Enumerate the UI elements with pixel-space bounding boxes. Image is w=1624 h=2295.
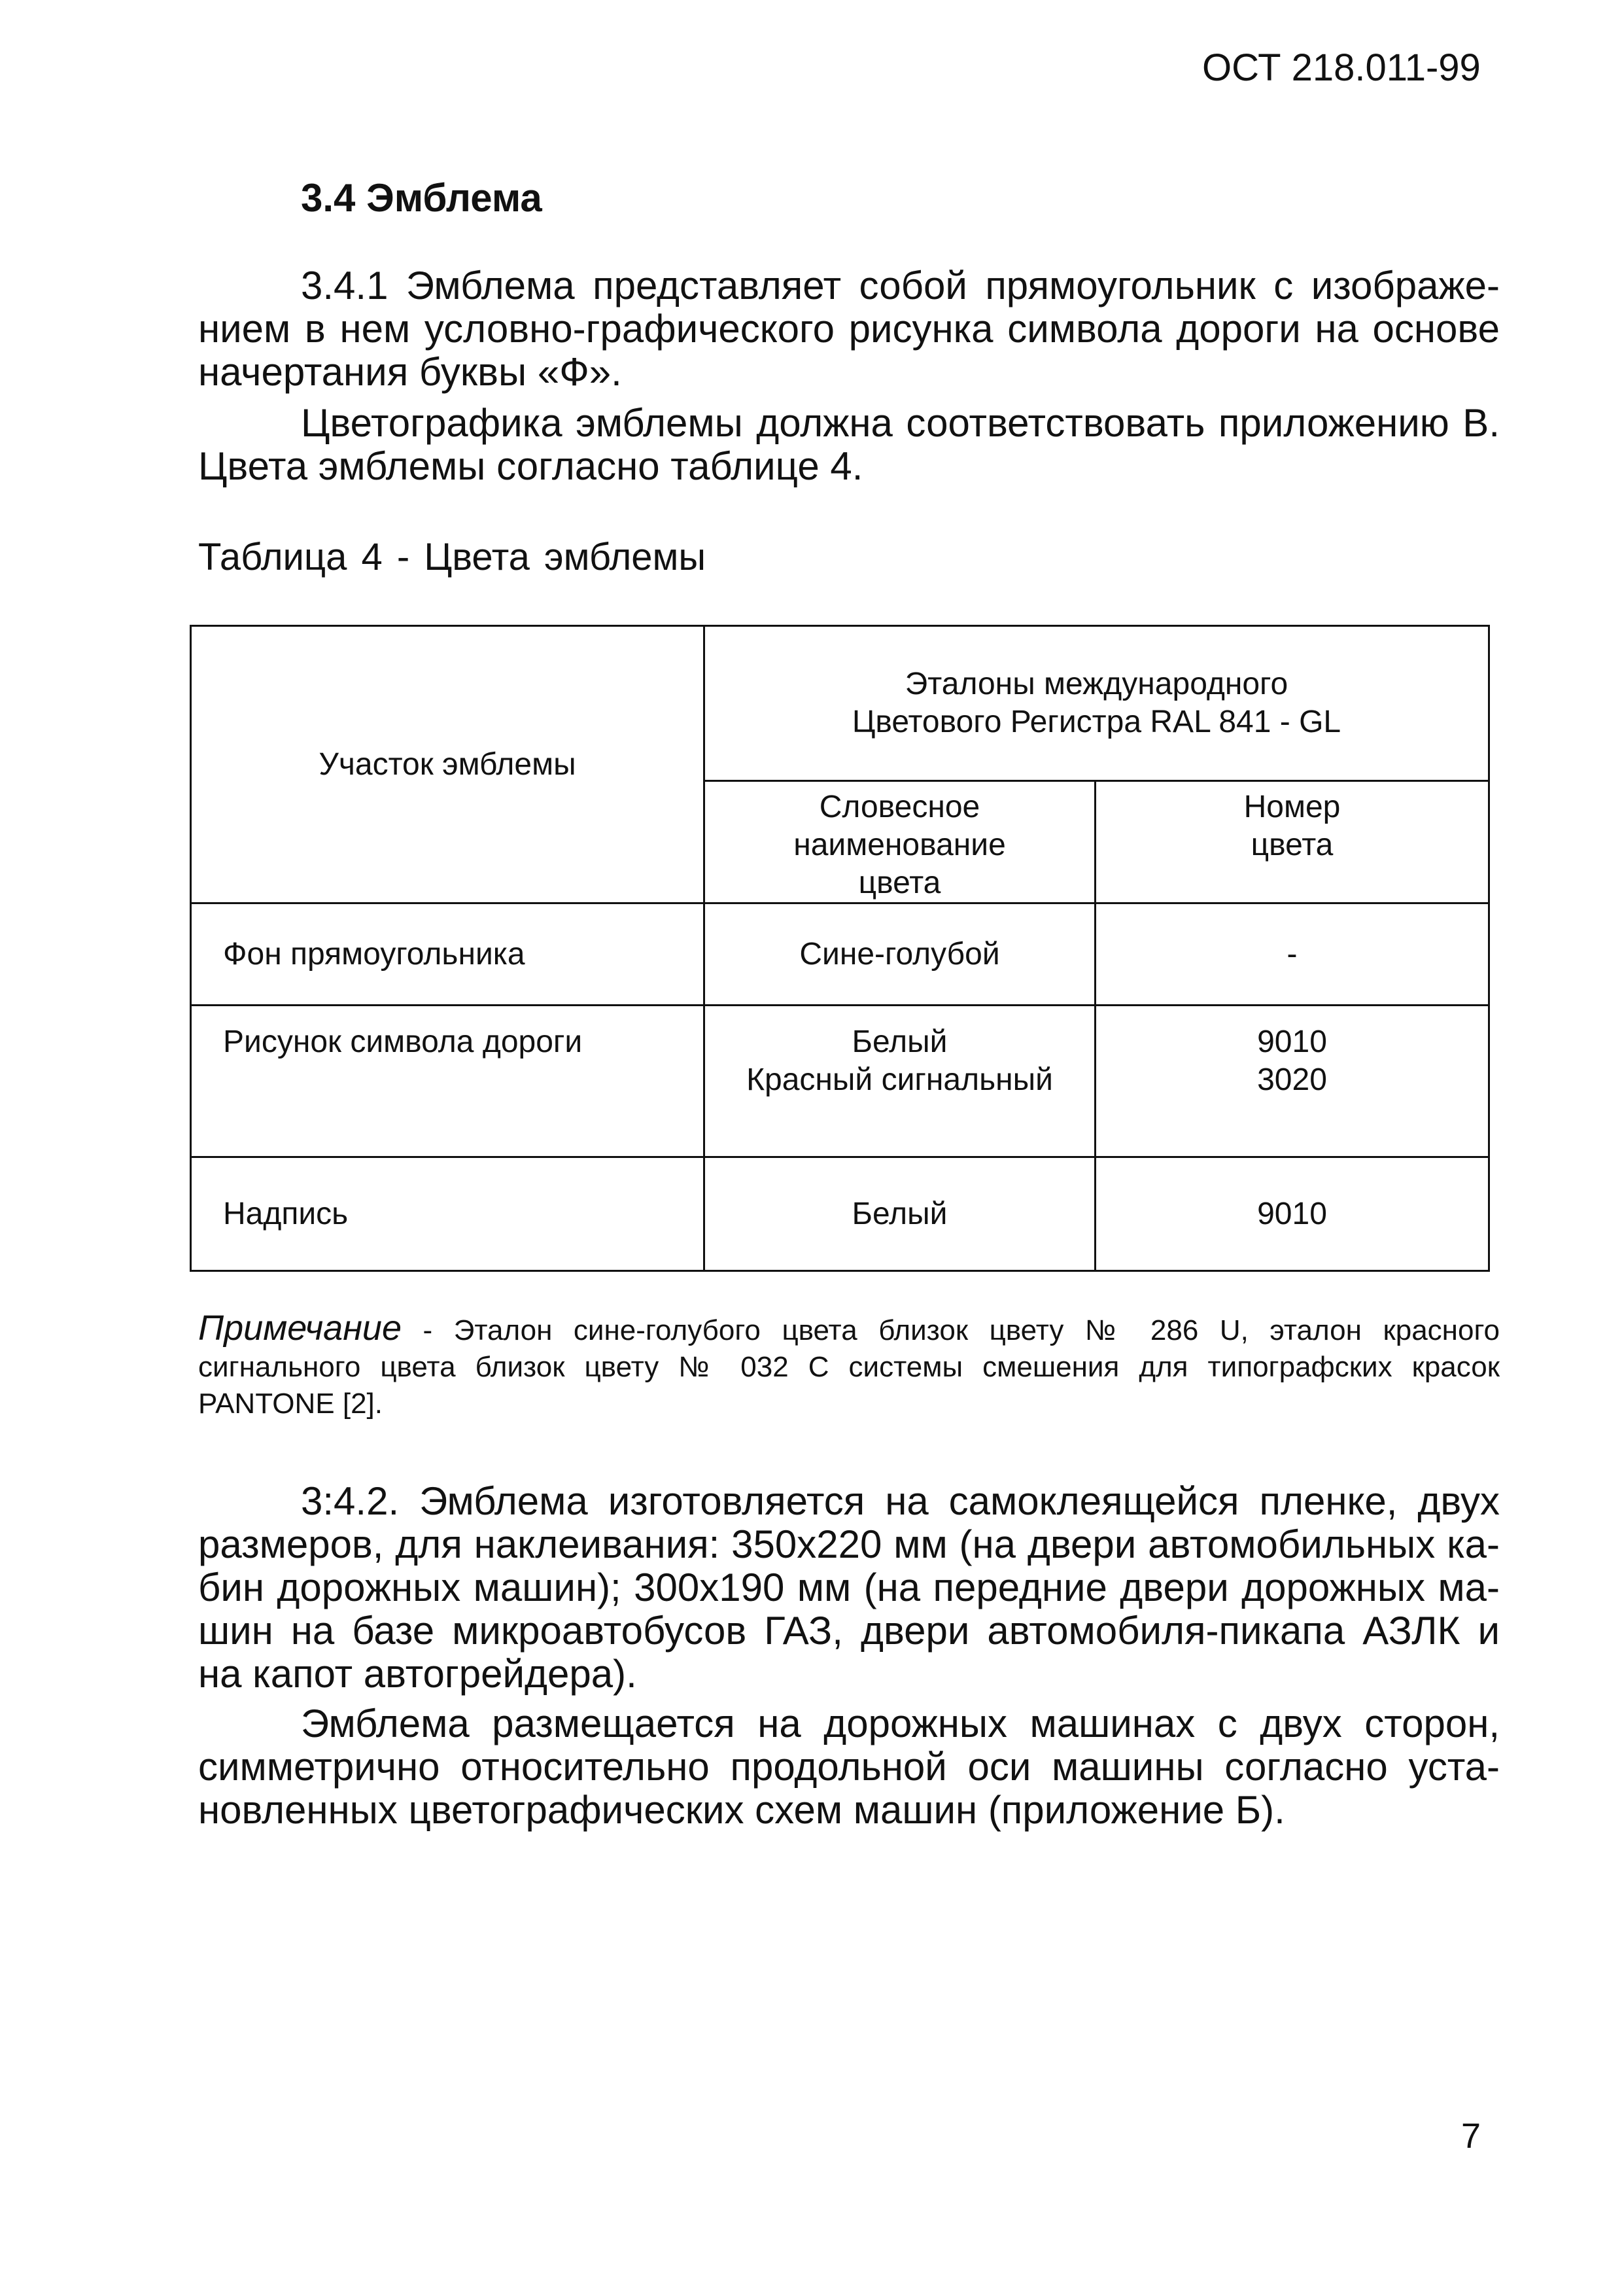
text-line: Цвета эмблемы согласно таблице 4.: [198, 444, 863, 488]
table-row: [191, 903, 1489, 1006]
cell-color-number: [1096, 903, 1489, 1006]
cell-color-name: [704, 1006, 1096, 1157]
paragraph-3-4-1: [198, 264, 1500, 394]
cell-text: 9010: [1257, 1025, 1327, 1059]
document-code: ОСТ 218.011-99: [1202, 46, 1481, 89]
table-note: [198, 1310, 1500, 1422]
cell-color-number: [1096, 1157, 1489, 1271]
page-number: 7: [1461, 2116, 1481, 2156]
note-label: Примечание: [198, 1308, 402, 1348]
table-row: [191, 1157, 1489, 1271]
header-group-line: Цветового Регистра RAL 841 - GL: [852, 705, 1341, 739]
table-row: [191, 1006, 1489, 1157]
cell-text: Сине-голубой: [799, 936, 1000, 972]
text-line: размеров, для наклеивания: 350x220 мм (на двери автомобильных ка-: [198, 1522, 1500, 1566]
text-line: начертания буквы «Ф».: [198, 350, 622, 394]
cell-area: [191, 1157, 704, 1271]
text-line: 3:4.2. Эмблема изготовляется на самоклеящейся пленке, двух: [301, 1479, 1500, 1523]
table-caption: Таблица 4 - Цвета эмблемы: [198, 536, 706, 578]
paragraph-3-4-2: [198, 1480, 1500, 1696]
header-name-line: наименование: [793, 828, 1006, 862]
header-cell-area: [191, 626, 704, 903]
note-line: [198, 1310, 1500, 1349]
cell-text: Фон прямоугольника: [223, 936, 525, 972]
paragraph-colorgraphics: [198, 402, 1500, 488]
header-cell-name: [704, 781, 1096, 903]
text-line: Цветографика эмблемы должна соответствовать приложению В.: [301, 401, 1500, 445]
cell-text: Рисунок символа дороги: [223, 1025, 583, 1059]
text-line: 3.4.1 Эмблема представляет собой прямоугольник с изображе-: [301, 264, 1500, 307]
header-number-line: Номер: [1243, 790, 1341, 824]
text-line: новленных цветографических схем машин (приложение Б).: [198, 1788, 1285, 1832]
cell-text: -: [1287, 936, 1298, 972]
cell-color-name: [704, 903, 1096, 1006]
header-group-line: Эталоны международного: [905, 667, 1288, 701]
note-line: PANTONE [2].: [198, 1388, 383, 1420]
header-number-line: цвета: [1251, 828, 1334, 862]
text-line: Эмблема размещается на дорожных машинах с двух сторон,: [301, 1702, 1500, 1745]
cell-text: Белый: [852, 1025, 948, 1059]
colors-table: [190, 625, 1490, 1272]
cell-color-name: [704, 1157, 1096, 1271]
note-text: - Эталон сине-голубого цвета близок цвету № 286 U, эталон красного: [401, 1314, 1500, 1346]
header-name-line: Словесное: [819, 790, 980, 824]
text-line: нием в нем условно-графического рисунка символа дороги на основе: [198, 307, 1500, 351]
header-name-line: цвета: [858, 866, 941, 900]
cell-text: Красный сигнальный: [746, 1062, 1053, 1097]
cell-color-number: [1096, 1006, 1489, 1157]
cell-text: 3020: [1257, 1062, 1327, 1097]
text-line: шин на базе микроавтобусов ГАЗ, двери автомобиля-пикапа АЗЛК и: [198, 1609, 1500, 1653]
cell-text: Белый: [852, 1196, 948, 1231]
text-line: на капот автогрейдера).: [198, 1652, 637, 1696]
text-line: бин дорожных машин); 300x190 мм (на передние двери дорожных ма-: [198, 1566, 1500, 1609]
header-area-label: Участок эмблемы: [319, 746, 576, 782]
header-cell-number: [1096, 781, 1489, 903]
cell-area: [191, 1006, 704, 1157]
paragraph-placement: [198, 1702, 1500, 1832]
cell-area: [191, 903, 704, 1006]
header-cell-group: [704, 626, 1489, 781]
section-title: 3.4 Эмблема: [301, 176, 542, 220]
cell-text: Надпись: [223, 1196, 349, 1231]
cell-text: 9010: [1257, 1196, 1327, 1231]
text-line: симметрично относительно продольной оси машины согласно уста-: [198, 1745, 1500, 1789]
note-line: сигнального цвета близок цвету № 032 С системы смешения для типографских красок: [198, 1351, 1500, 1383]
